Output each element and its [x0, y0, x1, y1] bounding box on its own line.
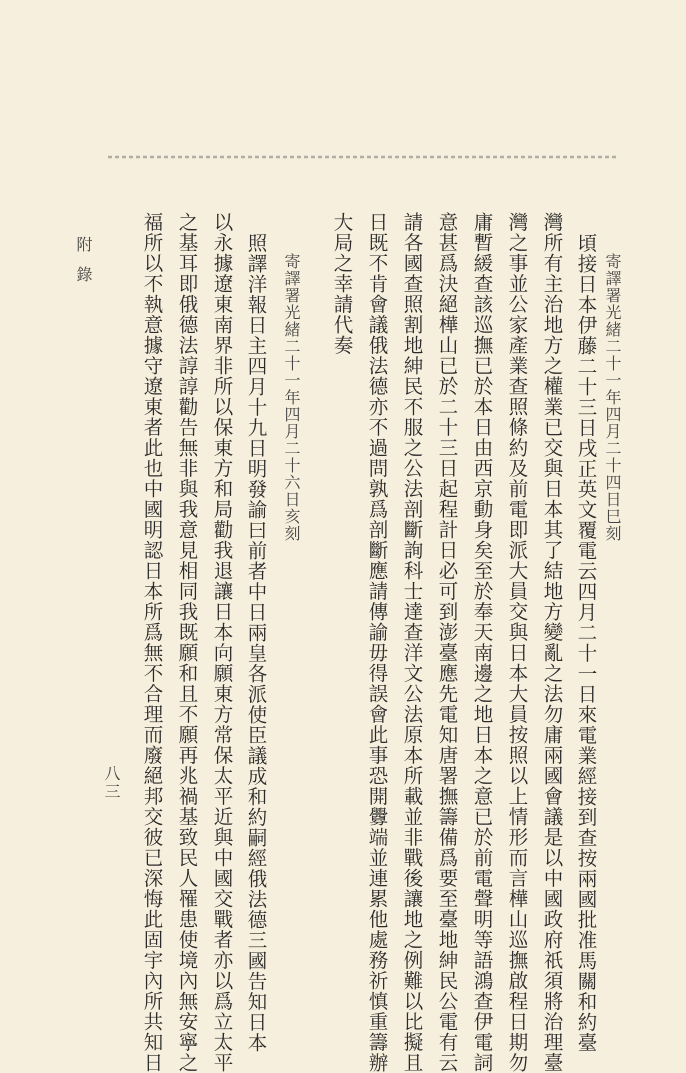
text-column: 頃接日本伊藤二十三日戌正英文覆電云四月二十一日來電業經接到查按兩國批准馬關和約臺 [574, 233, 598, 1053]
text-column: 灣之事並公家產業查照條約及前電即派大員交與日本大員按照以上情形而言樺山巡撫啟程日期勿 [505, 212, 529, 1073]
text-column: 灣所有主治地方之權業已交與日本其了結地方變亂之法勿庸兩國會議是以中國政府祇須將治理臺 [540, 212, 564, 1073]
text-column: 請各國查照割地紳民不服之公法剖斷詢科士達查洋文公法原本所載並非戰後讓地之例難以比擬且 [400, 212, 424, 1073]
telegram-title-1: 寄譯署光緒二十一年四月二十四日巳刻 [603, 253, 622, 542]
text-column: 照譯洋報日主四月十九日明發諭曰前者中日兩皇各派使臣議成和約嗣經俄法德三國告知日本 [244, 233, 268, 1053]
page-number: 八三 [102, 765, 121, 801]
dotted-rule [108, 154, 616, 160]
text-column: 福所以不執意據守遼東者此也中國明認日本所爲無不合理而廢絕邦交彼已深悔此固宇內所共知日 [140, 212, 164, 1073]
section-label: 附錄 [74, 236, 93, 296]
text-column: 日既不肯會議俄法德亦不過問孰爲剖斷應請傳諭毋得誤會此事恐開釁端並連累他處務祈慎重籌辦 [365, 212, 389, 1073]
text-column: 以永據遼東南界非所以保東方和局勸我退讓日本向願東方常保太平近與中國交戰者亦以爲立太平 [210, 212, 234, 1073]
text-column: 之基耳即俄德法諄諄勸告無非與我意見相同我既願和且不願再兆禍基致民人罹患使境內無安寧之 [175, 212, 199, 1073]
telegram-title-2: 寄譯署光緒二十一年四月二十六日亥刻 [282, 253, 301, 542]
text-column: 意甚爲決絕樺山已於二十三日起程計日必可到澎臺應先電知唐署撫籌備爲要至臺地紳民公電有云 [435, 212, 459, 1073]
text-column: 庸暫緩查該巡撫已於本日由西京動身矣至於奉天南邊之地日本之意已於前電聲明等語鴻查伊電詞 [470, 212, 494, 1073]
text-column: 大局之幸請代奏 [330, 212, 354, 356]
